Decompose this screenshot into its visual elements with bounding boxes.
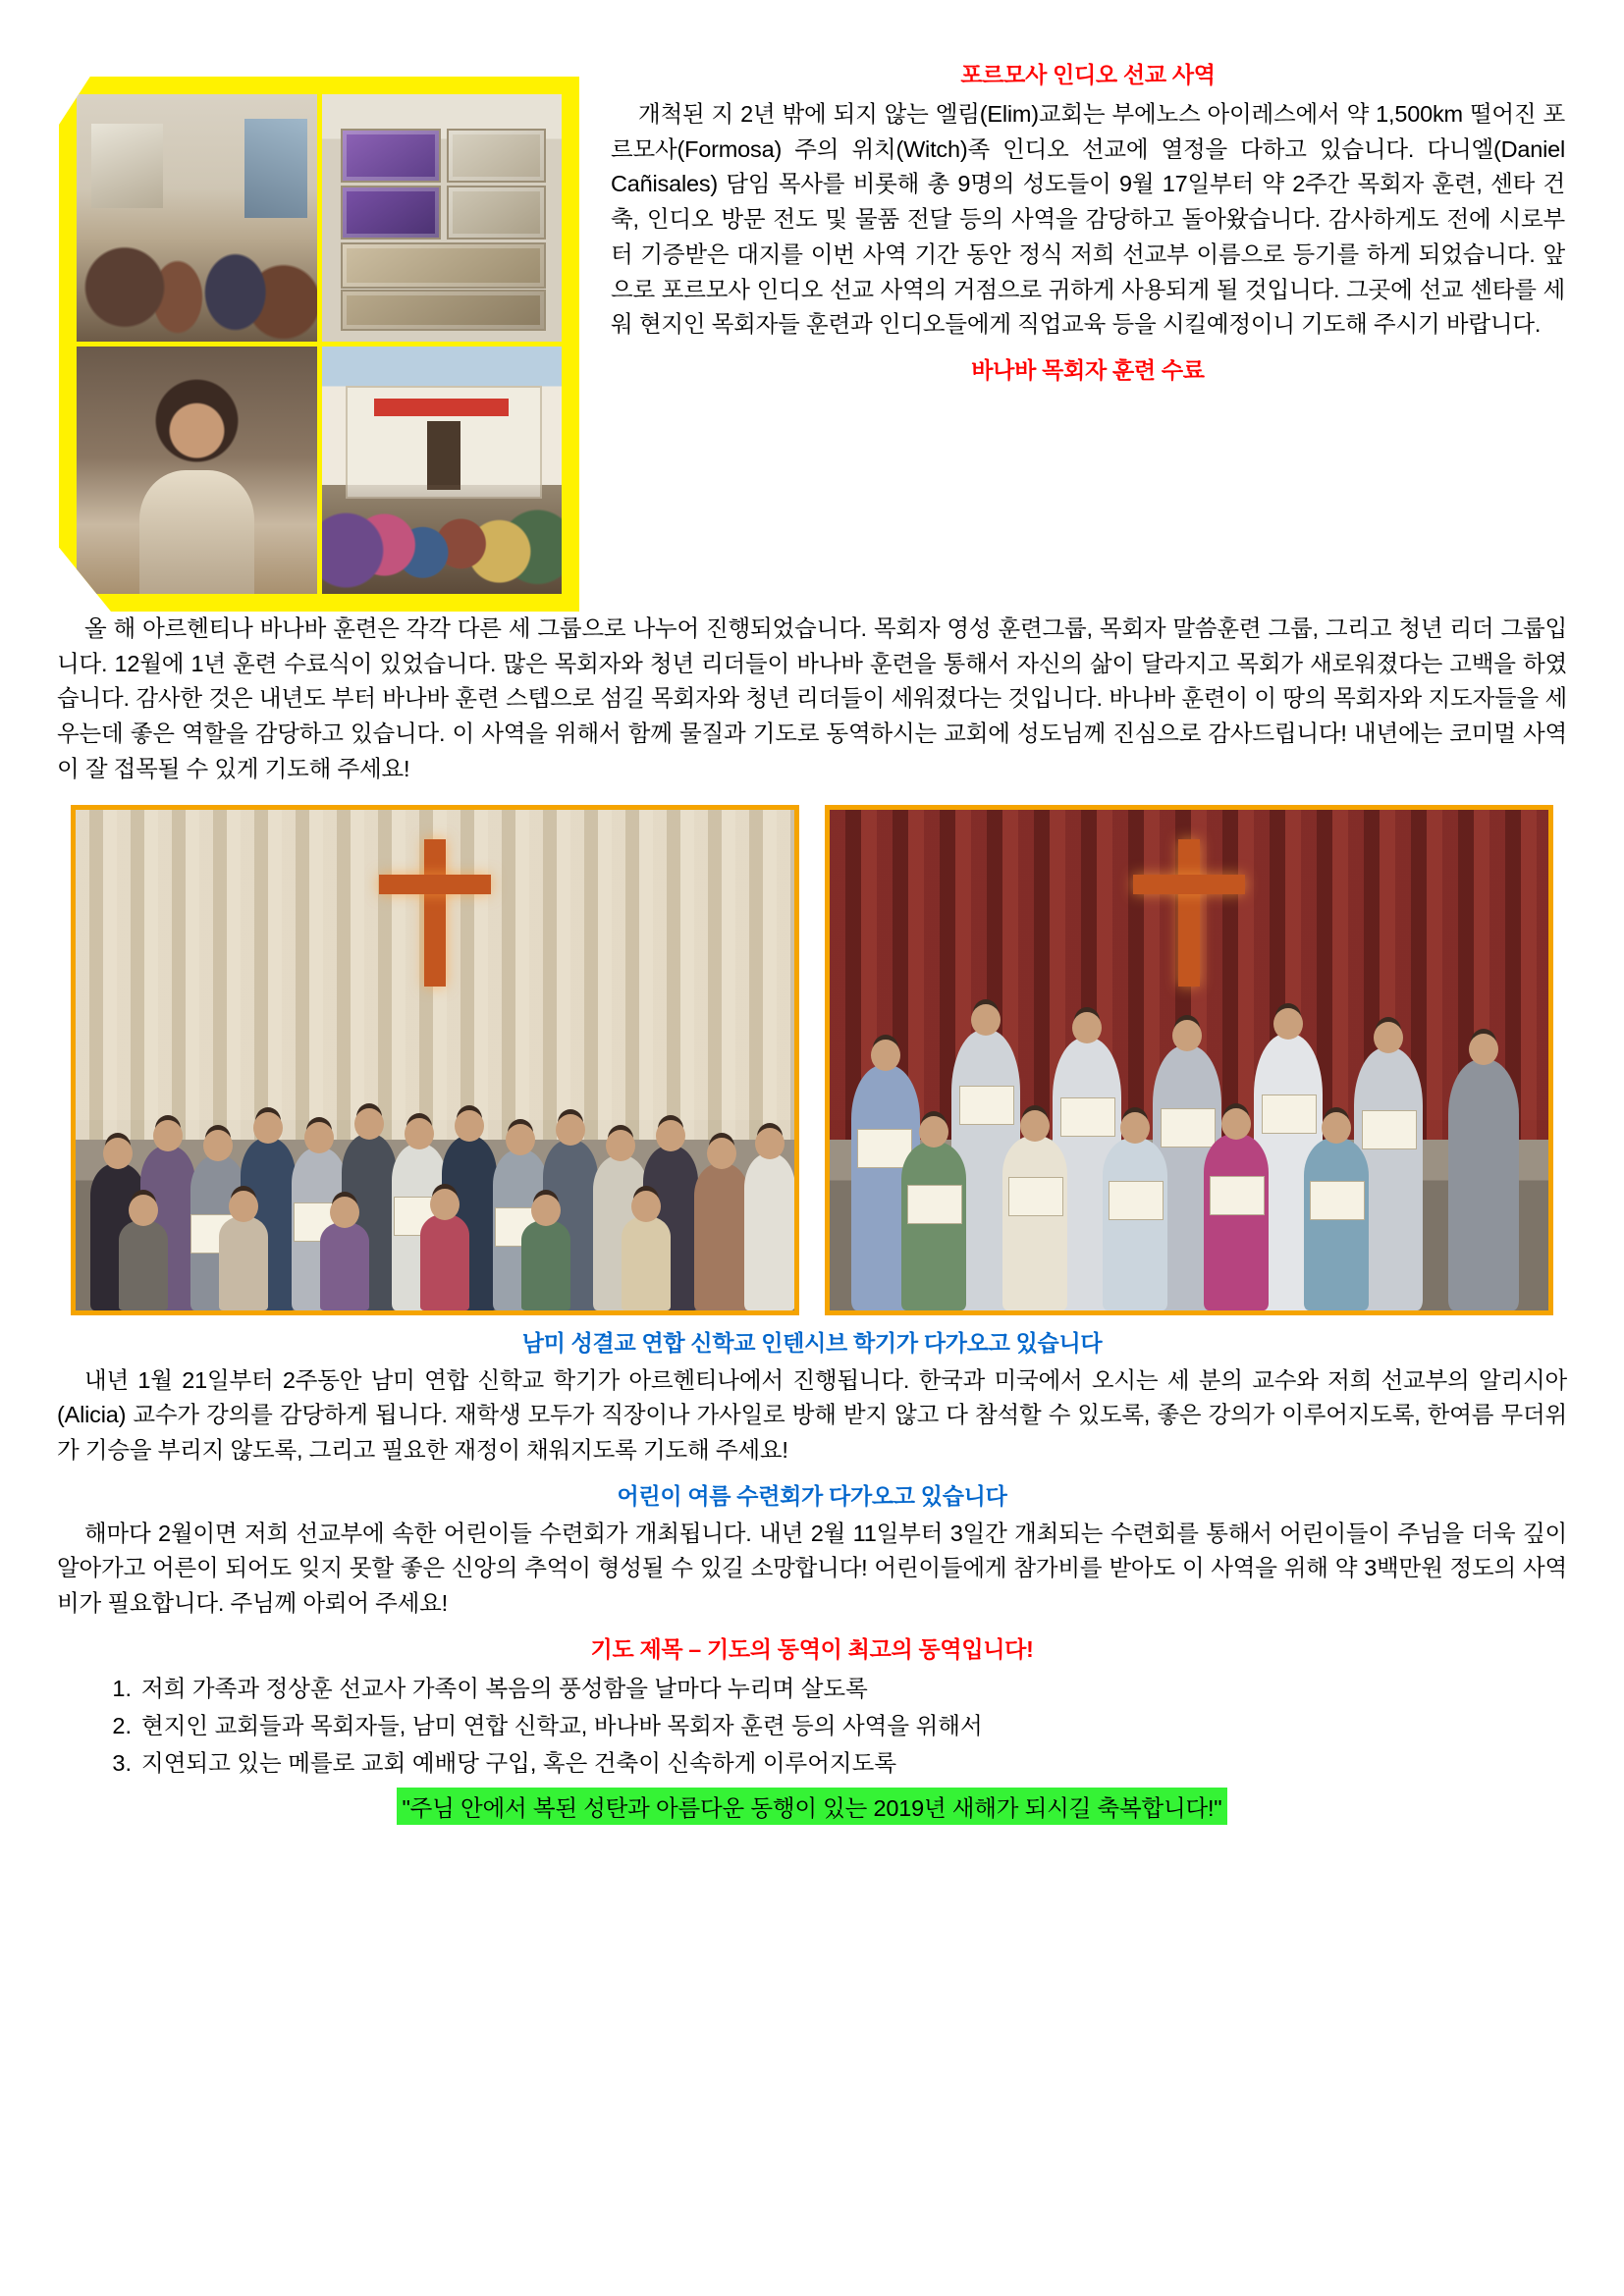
list-item	[106, 1707, 1567, 1744]
prayer-item-text: 현지인 교회들과 목회자들, 남미 연합 신학교, 바나바 목회자 훈련 등의 사역을 위해서	[141, 1712, 983, 1738]
prayer-item-number: 3.	[112, 1750, 132, 1777]
formosa-paragraph: 개척된 지 2년 밖에 되지 않는 엘림(Elim)교회는 부에노스 아이레스에서 약 1,500km 떨어진 포르모사(Formosa) 주의 위치(Witch)족 인디오 선교에 열정을 다하고 있습니다. 다니엘(Daniel Cañisales) 담임 목사를 비롯해 총 9명의 성도들이 9월 17일부터 약 2주간 목회자 훈련, 센타 건축, 인디오 방문 전도 및 물품 전달 등의 사역을 감당하고 돌아왔습니다. 감사하게도 전에 시로부터 기증받은 대지를 이번 사역 기간 동안 정식 저희 선교부 이름으로 등기를 하게 되었습니다. 앞으로 포르모사 인디오 선교 사역의 거점으로 귀하게 사용되게 될 것입니다. 그곳에 선교 센타를 세워 현지인 목회자들 훈련과 인디오들에게 직업교육 등을 시킬예정이니 기도해 주시기 바랍니다.	[611, 101, 1565, 338]
photo-stacked-donation-boxes	[322, 94, 563, 342]
formosa-text-block	[611, 57, 1565, 385]
barnabas-paragraph: 올 해 아르헨티나 바나바 훈련은 각각 다른 세 그룹으로 나누어 진행되었습니다. 목회자 영성 훈련그룹, 목회자 말씀훈련 그룹, 그리고 청년 리더 그룹입니다. 12월에 1년 훈련 수료식이 있었습니다. 많은 목회자와 청년 리더들이 바나바 훈련을 통해서 자신의 삶이 달라지고 목회가 새로워졌다는 고백을 하였습니다. 감사한 것은 내년도 부터 바나바 훈련 스텝으로 섬길 목회자와 청년 리더들이 세워졌다는 것입니다. 바나바 훈련이 이 땅의 목회자와 지도자들을 세우는데 좋은 역할을 감당하고 있습니다. 이 사역을 위해서 함께 물질과 기도로 동역하시는 교회에 성도님께 진심으로 감사드립니다! 내년에는 코미멀 사역이 잘 접목될 수 있게 기도해 주세요!	[57, 615, 1567, 781]
photo-white-church-building-with-crowd	[322, 347, 563, 594]
prayer-item-number: 2.	[112, 1712, 132, 1738]
kids-camp-section	[0, 1478, 1624, 1622]
list-item	[106, 1670, 1567, 1707]
blessing-message: "주님 안에서 복된 성탄과 아름다운 동행이 있는 2019년 새해가 되시길 축복합니다!"	[397, 1788, 1228, 1825]
photo-barnabas-graduation-group-left	[71, 805, 799, 1315]
kids-camp-paragraph: 해마다 2월이면 저희 선교부에 속한 어린이들 수련회가 개최됩니다. 내년 2월 11일부터 3일간 개최되는 수련회를 통해서 어린이들이 주님을 더욱 깊이 알아가고 어른이 되어도 잊지 못할 좋은 신앙의 추억이 형성될 수 있길 소망합니다! 어린이들에게 참가비를 받아도 이 사역을 위해 약 3백만원 정도의 사역비가 필요합니다. 주님께 아뢰어 주세요!	[57, 1520, 1567, 1617]
prayer-heading: 기도 제목 – 기도의 동역이 최고의 동역입니다!	[590, 1635, 1034, 1662]
graduation-photo-row	[0, 805, 1624, 1315]
formosa-mission-photo-collage	[59, 77, 579, 612]
photo-indigenous-girl-portrait	[77, 347, 317, 594]
prayer-item-text: 저희 가족과 정상훈 선교사 가족이 복음의 풍성함을 날마다 누리며 살도록	[141, 1675, 868, 1701]
seminary-section	[0, 1325, 1624, 1468]
formosa-heading: 포르모사 인디오 선교 사역	[960, 62, 1216, 87]
blessing-wrapper	[57, 1788, 1567, 1825]
collage-wrapper	[59, 77, 589, 612]
list-item	[106, 1744, 1567, 1782]
prayer-item-number: 1.	[112, 1675, 132, 1701]
prayer-request-list	[57, 1670, 1567, 1782]
barnabas-heading: 바나바 목회자 훈련 수료	[971, 357, 1205, 384]
seminary-paragraph: 내년 1월 21일부터 2주동안 남미 연합 신학교 학기가 아르헨티나에서 진행됩니다. 한국과 미국에서 오시는 세 분의 교수와 저희 선교부의 알리시아(Alicia) 교수가 강의를 감당하게 됩니다. 재학생 모두가 직장이나 가사일로 방해 받지 않고 다 참석할 수 있도록, 좋은 강의가 이루어지도록, 한여름 무더위가 기승을 부리지 않도록, 그리고 필요한 재정이 채워지도록 기도해 주세요!	[57, 1366, 1567, 1464]
barnabas-section	[0, 612, 1624, 787]
seminary-heading: 남미 성결교 연합 신학교 인텐시브 학기가 다가오고 있습니다	[521, 1329, 1103, 1356]
formosa-section	[0, 0, 1624, 385]
prayer-section	[0, 1631, 1624, 1825]
prayer-item-text: 지연되고 있는 메를로 교회 예배당 구입, 혹은 건축이 신속하게 이루어지도록	[141, 1750, 897, 1777]
photo-indoor-meeting-with-supplies	[77, 94, 317, 342]
kids-camp-heading: 어린이 여름 수련회가 다가오고 있습니다	[617, 1482, 1007, 1509]
photo-barnabas-graduation-group-right	[825, 805, 1553, 1315]
